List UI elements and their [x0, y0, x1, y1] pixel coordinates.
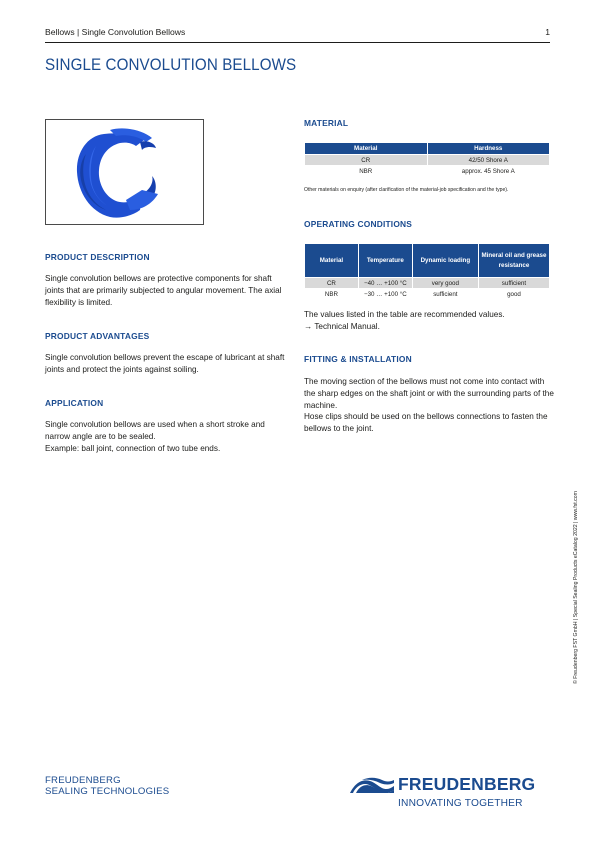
operating-notes [304, 309, 554, 333]
table-cell: CR [305, 155, 428, 166]
operating-conditions-table [304, 243, 550, 300]
operating-col-material: Material [305, 244, 359, 278]
table-row [305, 289, 550, 300]
operating-col-mineral-oil: Mineral oil and grease resistance [478, 244, 549, 278]
fitting-text-1: The moving section of the bellows must not come into contact with the sharp edges on the shaft joint or with the surrounding parts of the machine. [304, 377, 554, 410]
table-cell: −30 … +100 °C [358, 289, 412, 300]
application-text: Single convolution bellows are used when a short stroke and narrow angle are to be sealed. [45, 420, 265, 441]
product-description-text: Single convolution bellows are protective components for shaft joints that are primarily subjected to angular movement. The axial flexibility is limited. [45, 274, 282, 307]
product-image [45, 119, 204, 225]
material-col-hardness: Hardness [427, 143, 550, 155]
copyright-note: © Freudenberg FST GmbH | Special Sealing Products eCatalog 2022 | www.fst.com [573, 491, 579, 684]
material-col-material: Material [305, 143, 428, 155]
freudenberg-logo-icon [350, 776, 394, 794]
fitting-text-block [304, 376, 554, 435]
product-description-heading: PRODUCT DESCRIPTION [45, 252, 150, 262]
table-cell: −40 … +100 °C [358, 278, 412, 289]
table-cell: CR [305, 278, 359, 289]
material-table [304, 142, 550, 177]
fitting-text-2: Hose clips should be used on the bellows connections to fasten the bellows to the joint. [304, 412, 548, 434]
table-row [305, 155, 550, 166]
table-row [305, 278, 550, 289]
brand-slogan: INNOVATING TOGETHER [398, 798, 523, 809]
footer-company-line1: FREUDENBERG [45, 775, 121, 786]
table-cell: sufficient [478, 278, 549, 289]
brand-name: FREUDENBERG [398, 774, 536, 794]
table-cell: very good [412, 278, 478, 289]
page-number: 1 [545, 27, 550, 37]
breadcrumb: Bellows | Single Convolution Bellows [45, 27, 186, 37]
operating-col-dynamic-loading: Dynamic loading [412, 244, 478, 278]
application-heading: APPLICATION [45, 398, 104, 408]
table-cell: sufficient [412, 289, 478, 300]
page-title: SINGLE CONVOLUTION BELLOWS [45, 56, 297, 74]
material-heading: MATERIAL [304, 118, 349, 128]
technical-manual-link[interactable]: → Technical Manual. [304, 321, 380, 331]
product-advantages-text: Single convolution bellows prevent the escape of lubricant at shaft joints and protect the joints against soiling. [45, 353, 285, 374]
application-example: Example: ball joint, connection of two tube ends. [45, 443, 221, 453]
blue-bellows-image [46, 120, 205, 226]
table-cell: NBR [305, 166, 428, 177]
footer-company-line2: SEALING TECHNOLOGIES [45, 785, 170, 797]
material-note: Other materials on enquiry (after clarification of the material-job specification and the type). [304, 187, 509, 193]
table-cell: NBR [305, 289, 359, 300]
table-cell: good [478, 289, 549, 300]
table-row [305, 166, 550, 177]
operating-note-1: The values listed in the table are recommended values. [304, 310, 505, 319]
page-header [45, 27, 550, 43]
table-cell: 42/50 Shore A [427, 155, 550, 166]
footer-company [45, 776, 169, 797]
operating-col-temperature: Temperature [358, 244, 412, 278]
fitting-heading: FITTING & INSTALLATION [304, 354, 412, 364]
table-cell: approx. 45 Shore A [427, 166, 550, 177]
application-text-block [45, 419, 290, 454]
product-advantages-heading: PRODUCT ADVANTAGES [45, 331, 150, 341]
operating-conditions-heading: OPERATING CONDITIONS [304, 219, 413, 229]
freudenberg-brand [350, 772, 552, 812]
